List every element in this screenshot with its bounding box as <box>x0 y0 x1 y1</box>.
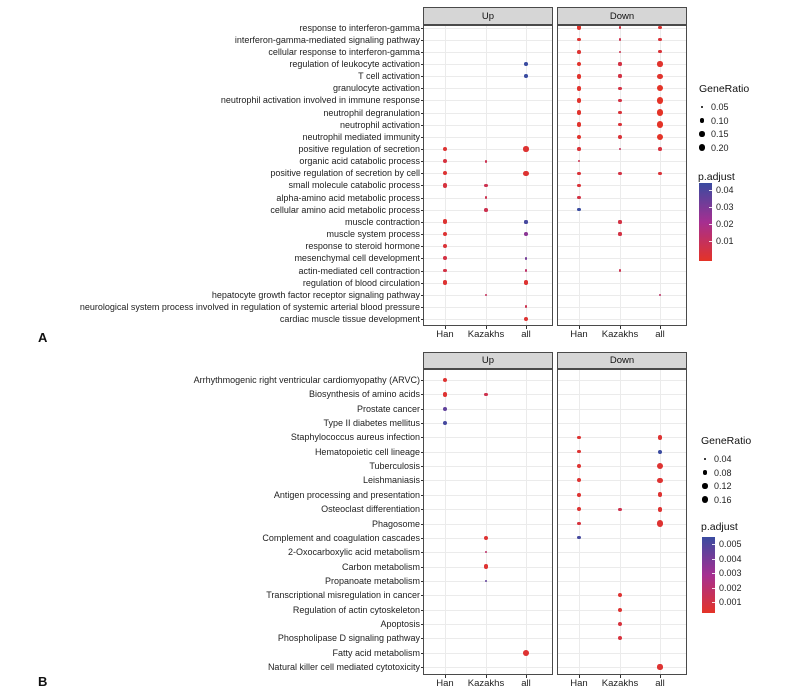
y-axis-label: cellular response to interferon-gamma <box>268 46 420 57</box>
data-point <box>577 135 582 140</box>
data-point <box>577 38 581 42</box>
gridline <box>423 495 553 496</box>
data-point <box>443 256 447 260</box>
y-axis-label: Type II diabetes mellitus <box>323 418 420 429</box>
gridline <box>486 369 487 675</box>
gridline <box>423 198 553 199</box>
data-point <box>618 87 621 90</box>
size-legend-dot <box>702 483 707 488</box>
data-point <box>524 62 528 66</box>
data-point <box>524 220 527 223</box>
size-legend-dot <box>701 106 704 109</box>
facet-strip-down: Down <box>557 352 687 369</box>
y-axis-label: neutrophil activation involved in immune response <box>220 95 420 106</box>
y-axis-label: organic acid catabolic process <box>299 156 420 167</box>
data-point <box>657 664 662 669</box>
gridline <box>423 524 553 525</box>
data-point <box>577 507 581 511</box>
gridline <box>423 307 553 308</box>
gridline <box>423 437 553 438</box>
size-legend-dot <box>699 144 706 151</box>
data-point <box>657 85 663 91</box>
y-axis-label: Staphylococcus aureus infection <box>290 432 420 443</box>
data-point <box>657 520 663 526</box>
gridline <box>445 369 446 675</box>
data-point <box>485 294 487 296</box>
gridline <box>557 638 687 639</box>
facet-strip-up: Up <box>423 7 553 25</box>
gridline <box>557 222 687 223</box>
y-axis-label: neutrophil mediated immunity <box>302 131 420 142</box>
gridline <box>423 509 553 510</box>
panel-letter: B <box>38 674 48 689</box>
y-axis-label: muscle system process <box>326 229 420 240</box>
y-axis-label: Osteoclast differentiation <box>321 504 420 515</box>
gridline <box>423 125 553 126</box>
data-point <box>443 147 447 151</box>
data-point <box>524 280 529 285</box>
data-point <box>577 86 582 91</box>
x-tick-label: Kazakhs <box>601 329 639 340</box>
y-axis-label: Phospholipase D signaling pathway <box>277 633 420 644</box>
color-bar-tick <box>709 190 712 191</box>
data-point <box>618 608 622 612</box>
size-legend-label: 0.08 <box>714 467 732 478</box>
size-legend-label: 0.16 <box>714 494 732 505</box>
y-axis-label: Propanoate metabolism <box>324 575 420 586</box>
x-tick-label: all <box>655 329 665 340</box>
color-bar-tick <box>712 544 715 545</box>
color-legend-label: 0.005 <box>719 539 742 549</box>
facet-panel <box>423 369 553 675</box>
gridline <box>557 258 687 259</box>
y-axis-label: Complement and coagulation cascades <box>262 532 420 543</box>
data-point <box>524 317 529 322</box>
panel-letter: A <box>38 330 48 345</box>
data-point <box>443 159 447 163</box>
data-point <box>658 435 663 440</box>
data-point <box>658 26 662 30</box>
color-legend-title: p.adjust <box>698 171 735 183</box>
color-legend-label: 0.004 <box>719 553 742 564</box>
data-point <box>443 407 447 411</box>
data-point <box>618 172 621 175</box>
data-point <box>484 564 488 568</box>
data-point <box>618 62 621 65</box>
facet-panel <box>557 25 687 326</box>
data-point <box>577 122 582 127</box>
data-point <box>577 464 582 469</box>
y-axis-label: cellular amino acid metabolic process <box>270 204 420 215</box>
y-axis-label: regulation of leukocyte activation <box>289 58 420 69</box>
size-legend-label: 0.20 <box>711 142 729 153</box>
x-tick-label: Kazakhs <box>601 678 639 689</box>
y-axis-label: Fatty acid metabolism <box>332 647 420 658</box>
y-axis-label: 2-Oxocarboxylic acid metabolism <box>287 547 420 558</box>
y-axis-label: interferon-gamma-mediated signaling pathway <box>234 34 420 45</box>
data-point <box>619 38 621 40</box>
gridline <box>423 638 553 639</box>
data-point <box>577 184 581 188</box>
data-point <box>618 111 622 115</box>
gridline <box>557 423 687 424</box>
gridline <box>423 52 553 53</box>
gridline <box>423 624 553 625</box>
y-axis-label: positive regulation of secretion <box>298 144 420 154</box>
size-legend-dot <box>700 118 704 122</box>
data-point <box>577 196 580 199</box>
size-legend-label: 0.04 <box>714 454 732 464</box>
data-point <box>577 208 580 211</box>
data-point <box>658 450 662 454</box>
y-axis-label: granulocyte activation <box>332 83 420 94</box>
color-legend-label: 0.02 <box>716 219 734 229</box>
color-legend-label: 0.04 <box>716 185 734 195</box>
gridline <box>423 88 553 89</box>
color-legend-label: 0.03 <box>716 202 734 212</box>
y-axis-label: positive regulation of secretion by cell <box>270 168 420 179</box>
gridline <box>557 246 687 247</box>
data-point <box>577 74 582 79</box>
data-point <box>577 98 582 103</box>
gridline <box>423 100 553 101</box>
gridline <box>423 40 553 41</box>
gridline <box>557 394 687 395</box>
gridline <box>423 28 553 29</box>
size-legend-label: 0.05 <box>711 102 729 112</box>
data-point <box>618 622 622 626</box>
data-point <box>525 257 527 259</box>
data-point <box>523 171 528 176</box>
x-tick-label: Han <box>570 678 588 689</box>
size-legend-dot <box>704 458 707 461</box>
data-point <box>523 146 528 151</box>
gridline <box>423 466 553 467</box>
y-axis-label: small molecule catabolic process <box>288 180 420 191</box>
data-point <box>524 74 528 78</box>
y-axis-label: response to interferon-gamma <box>299 22 420 33</box>
data-point <box>657 74 662 79</box>
data-point <box>577 478 581 482</box>
data-point <box>577 536 580 539</box>
gridline <box>557 380 687 381</box>
y-axis-label: Leishmaniasis <box>362 475 420 486</box>
data-point <box>658 172 662 176</box>
x-tick-label: Kazakhs <box>467 329 505 340</box>
data-point <box>577 110 582 115</box>
data-point <box>484 184 488 188</box>
gridline <box>423 319 553 320</box>
data-point <box>657 121 664 128</box>
data-point <box>577 522 580 525</box>
data-point <box>618 232 621 235</box>
data-point <box>658 50 661 53</box>
facet-strip-up: Up <box>423 352 553 369</box>
y-axis-label: response to steroid hormone <box>305 241 420 252</box>
color-bar-tick <box>712 602 715 603</box>
data-point <box>577 25 582 30</box>
y-axis-label: Arrhythmogenic right ventricular cardiomyopathy (ARVC) <box>193 375 420 385</box>
color-bar-tick <box>712 588 715 589</box>
x-tick-label: all <box>521 678 531 689</box>
y-axis-label: Apoptosis <box>380 618 420 629</box>
y-axis-label: Regulation of actin cytoskeleton <box>292 604 420 615</box>
y-axis-label: Transcriptional misregulation in cancer <box>266 590 420 601</box>
data-point <box>618 220 621 223</box>
y-axis-label: hepatocyte growth factor receptor signaling pathway <box>211 289 420 300</box>
data-point <box>443 219 448 224</box>
x-tick-label: Han <box>436 678 454 689</box>
data-point <box>577 493 581 497</box>
y-axis-label: cardiac muscle tissue development <box>279 314 420 325</box>
data-point <box>443 232 448 237</box>
y-axis-label: Carbon metabolism <box>341 561 420 572</box>
y-axis-label: mesenchymal cell development <box>294 253 420 264</box>
data-point <box>577 436 581 440</box>
y-axis-label: Biosynthesis of amino acids <box>308 389 420 400</box>
color-bar-tick <box>709 241 712 242</box>
data-point <box>618 636 622 640</box>
data-point <box>443 244 447 248</box>
color-legend-label: 0.001 <box>719 597 742 607</box>
gridline <box>557 624 687 625</box>
color-legend-label: 0.002 <box>719 582 742 593</box>
data-point <box>658 147 662 151</box>
data-point <box>443 183 447 187</box>
data-point <box>657 478 662 483</box>
gridline <box>557 283 687 284</box>
data-point <box>658 492 663 497</box>
color-bar-tick <box>712 573 715 574</box>
color-legend-title: p.adjust <box>701 521 738 533</box>
gridline <box>526 369 527 675</box>
size-legend-label: 0.10 <box>711 115 729 126</box>
gridline <box>423 595 553 596</box>
data-point <box>577 172 581 176</box>
gridline <box>557 567 687 568</box>
gridline <box>486 25 487 326</box>
data-point <box>443 421 447 425</box>
gridline <box>557 307 687 308</box>
data-point <box>577 62 582 67</box>
data-point <box>618 508 621 511</box>
color-gradient-bar <box>699 183 712 261</box>
color-legend-label: 0.01 <box>716 236 734 246</box>
y-axis-label: Antigen processing and presentation <box>273 489 420 500</box>
data-point <box>618 123 622 127</box>
size-legend-label: 0.12 <box>714 481 732 491</box>
x-tick-label: Han <box>570 329 588 340</box>
gridline <box>423 113 553 114</box>
y-axis-label: Prostate cancer <box>356 403 420 414</box>
gridline <box>579 25 580 326</box>
x-tick-label: all <box>655 678 665 689</box>
data-point <box>577 147 581 151</box>
data-point <box>658 507 663 512</box>
data-point <box>484 208 488 212</box>
gridline <box>423 295 553 296</box>
data-point <box>659 294 661 296</box>
gridline <box>423 581 553 582</box>
y-axis-label: regulation of blood circulation <box>302 277 420 288</box>
gridline <box>557 581 687 582</box>
y-axis-label: Tuberculosis <box>369 461 420 472</box>
data-point <box>523 650 529 656</box>
data-point <box>577 50 581 54</box>
x-tick-label: Kazakhs <box>467 678 505 689</box>
color-bar-tick <box>712 559 715 560</box>
data-point <box>484 393 487 396</box>
data-point <box>657 463 663 469</box>
gridline <box>620 369 621 675</box>
data-point <box>618 74 621 77</box>
data-point <box>657 134 664 141</box>
gridline <box>423 64 553 65</box>
data-point <box>657 97 664 104</box>
x-tick-label: Han <box>436 329 454 340</box>
y-axis-label: Natural killer cell mediated cytotoxicity <box>267 662 420 672</box>
gridline <box>557 653 687 654</box>
color-bar-tick <box>709 224 712 225</box>
gridline <box>557 161 687 162</box>
data-point <box>443 269 447 273</box>
size-legend-dot <box>699 131 704 136</box>
data-point <box>524 232 528 236</box>
gridline <box>557 595 687 596</box>
facet-strip-down: Down <box>557 7 687 25</box>
x-tick-label: all <box>521 329 531 340</box>
y-axis-label: Phagosome <box>371 518 420 529</box>
gridline <box>557 295 687 296</box>
gridline <box>423 552 553 553</box>
size-legend-dot <box>703 470 707 474</box>
data-point <box>618 99 621 102</box>
gridline <box>423 667 553 668</box>
gridline <box>557 319 687 320</box>
data-point <box>657 61 662 66</box>
y-axis-label: actin-mediated cell contraction <box>298 265 420 276</box>
color-bar-tick <box>709 207 712 208</box>
gridline <box>423 76 553 77</box>
data-point <box>443 171 447 175</box>
data-point <box>577 450 580 453</box>
gridline <box>423 137 553 138</box>
y-axis-label: Hematopoietic cell lineage <box>314 446 420 457</box>
y-axis-label: muscle contraction <box>344 216 420 227</box>
data-point <box>618 593 622 597</box>
size-legend-title: GeneRatio <box>699 83 750 95</box>
data-point <box>484 536 488 540</box>
gridline <box>557 667 687 668</box>
gridline <box>423 452 553 453</box>
gridline <box>423 653 553 654</box>
size-legend-label: 0.15 <box>711 129 729 139</box>
gridline <box>557 234 687 235</box>
gridline <box>423 480 553 481</box>
gridline <box>557 271 687 272</box>
data-point <box>618 135 622 139</box>
y-axis-label: neutrophil activation <box>339 119 420 130</box>
gridline <box>620 25 621 326</box>
data-point <box>443 378 448 383</box>
size-legend-dot <box>702 496 709 503</box>
gridline <box>557 409 687 410</box>
gridline <box>557 552 687 553</box>
y-axis-label: neutrophil degranulation <box>323 107 420 118</box>
y-axis-label: neurological system process involved in regulation of systemic arterial blood pressure <box>79 301 420 312</box>
data-point <box>657 109 664 116</box>
data-point <box>658 38 661 41</box>
size-legend-title: GeneRatio <box>701 435 752 447</box>
color-legend-label: 0.003 <box>719 568 742 578</box>
y-axis-label: alpha-amino acid metabolic process <box>276 192 420 203</box>
gridline <box>423 610 553 611</box>
y-axis-label: T cell activation <box>358 71 420 82</box>
data-point <box>443 392 447 396</box>
gridline <box>423 210 553 211</box>
data-point <box>443 280 448 285</box>
gridline <box>660 25 661 326</box>
